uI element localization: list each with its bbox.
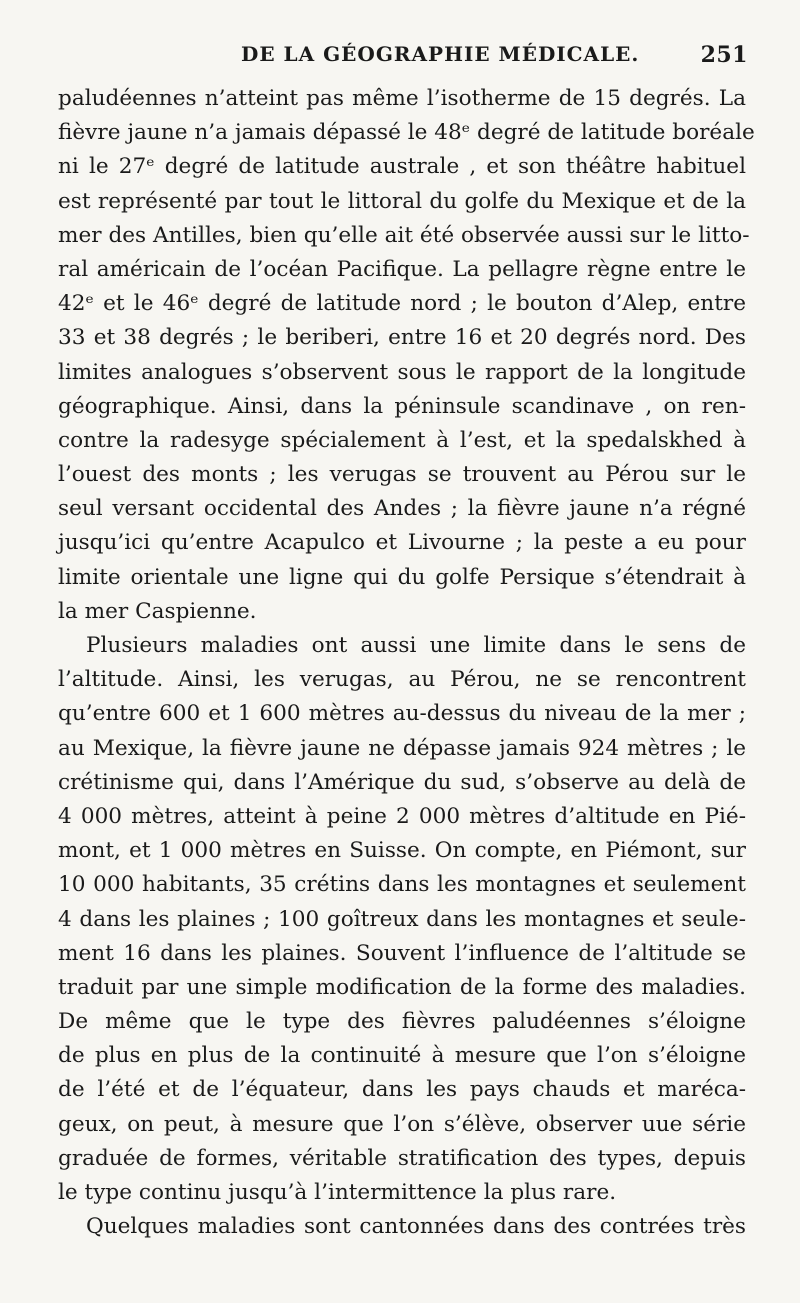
text-line: 10 000 habitants, 35 crétins dans les montagnes et seulement — [58, 872, 746, 898]
text-line: ni le 27ᵉ degré de latitude australe , et son théâtre habituel — [58, 154, 746, 180]
text-line: graduée de formes, véritable stratification des types, depuis — [58, 1145, 746, 1171]
text-line: au Mexique, la fièvre jaune ne dépasse jamais 924 mètres ; le — [58, 735, 746, 761]
text-line: 33 et 38 degrés ; le beriberi, entre 16 et 20 degrés nord. Des — [58, 325, 746, 351]
page-number: 251 — [700, 42, 748, 68]
text-line: 42ᵉ et le 46ᵉ degré de latitude nord ; le bouton d’Alep, entre — [58, 291, 746, 317]
text-line: le type continu jusqu’à l’intermittence la plus rare. — [58, 1180, 617, 1205]
paragraph-start-line: Quelques maladies sont cantonnées dans des contrées très — [86, 1214, 746, 1240]
text-line: limite orientale une ligne qui du golfe Persique s’étendrait à — [58, 564, 746, 590]
running-head: DE LA GÉOGRAPHIE MÉDICALE. — [241, 42, 640, 66]
text-line: de plus en plus de la continuité à mesure que l’on s’éloigne — [58, 1043, 746, 1069]
text-line: jusqu’ici qu’entre Acapulco et Livourne ; la peste a eu pour — [58, 530, 746, 556]
text-line: seul versant occidental des Andes ; la fièvre jaune n’a régné — [58, 496, 746, 522]
text-line: de l’été et de l’équateur, dans les pays chauds et maréca- — [58, 1077, 746, 1103]
text-line: 4 dans les plaines ; 100 goîtreux dans les montagnes et seule- — [58, 906, 746, 932]
text-line: mont, et 1 000 mètres en Suisse. On compte, en Piémont, sur — [58, 838, 746, 864]
text-line: géographique. Ainsi, dans la péninsule scandinave , on ren- — [58, 393, 746, 419]
body-text — [58, 82, 755, 1244]
text-line: mer des Antilles, bien qu’elle ait été observée aussi sur le litto- — [58, 222, 750, 248]
text-line: ment 16 dans les plaines. Souvent l’influence de l’altitude se — [58, 940, 746, 966]
text-line: ral américain de l’océan Pacifique. La pellagre règne entre le — [58, 256, 746, 282]
text-line: paludéennes n’atteint pas même l’isotherme de 15 degrés. La — [58, 86, 746, 111]
text-line: est représenté par tout le littoral du golfe du Mexique et de la — [58, 188, 746, 214]
text-line: qu’entre 600 et 1 600 mètres au-dessus du niveau de la mer ; — [58, 701, 746, 727]
text-line: contre la radesyge spécialement à l’est, et la spedalskhed à — [58, 427, 746, 453]
text-line: traduit par une simple modification de la forme des maladies. — [58, 974, 746, 1000]
text-line: geux, on peut, à mesure que l’on s’élève, observer uue série — [58, 1111, 746, 1137]
text-line: crétinisme qui, dans l’Amérique du sud, s’observe au delà de — [58, 769, 746, 795]
text-line: limites analogues s’observent sous le rapport de la longitude — [58, 359, 746, 385]
text-line: l’ouest des monts ; les verugas se trouvent au Pérou sur le — [58, 462, 746, 488]
page-header — [60, 34, 748, 74]
paragraph-start-line: Plusieurs maladies ont aussi une limite dans le sens de — [86, 633, 746, 658]
text-line: la mer Caspienne. — [58, 598, 257, 624]
text-line: l’altitude. Ainsi, les verugas, au Pérou, ne se rencontrent — [58, 667, 746, 693]
text-line: fièvre jaune n’a jamais dépassé le 48ᵉ degré de latitude boréale — [58, 120, 755, 146]
text-line: 4 000 mètres, atteint à peine 2 000 mètres d’altitude en Pié- — [58, 803, 746, 829]
text-line: De même que le type des fièvres paludéennes s’éloigne — [58, 1009, 746, 1035]
